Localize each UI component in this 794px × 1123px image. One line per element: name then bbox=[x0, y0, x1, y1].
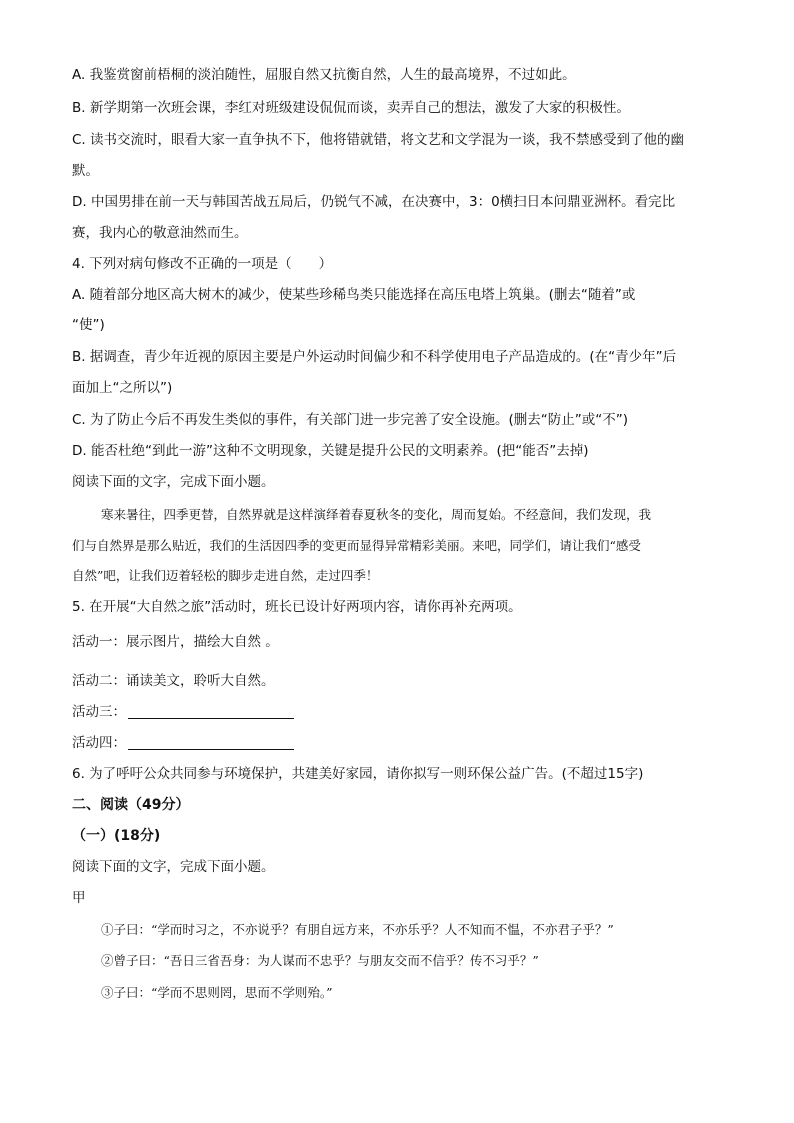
q4-option-b-line1: B. 据调查，青少年近视的原因主要是户外运动时间偏少和不科学使用电子产品造成的。(在“青少年”后 bbox=[72, 349, 677, 365]
section-heading: 二、阅读（49分） bbox=[72, 797, 190, 813]
reading-instruction: 阅读下面的文字，完成下面小题。 bbox=[72, 859, 275, 875]
q5-activity-4 bbox=[72, 734, 294, 752]
q6-stem: 6. 为了呼吁公众共同参与环境保护，共建美好家园，请你拟写一则环保公益广告。(不超过15字) bbox=[72, 766, 644, 782]
q3-option-d-line1: D. 中国男排在前一天与韩国苦战五局后，仍锐气不减，在决赛中，3：0横扫日本问鼎亚洲杯。看完比 bbox=[72, 194, 676, 210]
q5-stem: 5. 在开展“大自然之旅”活动时，班长已设计好两项内容，请你再补充两项。 bbox=[72, 599, 522, 615]
analects-item: ②曾子曰：“吾日三省吾身：为人谋而不忠乎？与朋友交而不信乎？传不习乎？” bbox=[101, 953, 539, 968]
q5-activity-2: 活动二：诵读美文，聆听大自然。 bbox=[72, 673, 275, 689]
passage-line: 自然”吧，让我们迈着轻松的脚步走进自然，走过四季！ bbox=[72, 568, 379, 583]
reading-instruction: 阅读下面的文字，完成下面小题。 bbox=[72, 474, 275, 490]
q4-option-d: D. 能否杜绝“到此一游”这种不文明现象，关键是提升公民的文明素养。(把“能否”去掉) bbox=[72, 443, 589, 459]
q3-option-a: A. 我鉴赏窗前梧桐的淡泊随性，屈服自然又抗衡自然，人生的最高境界，不过如此。 bbox=[72, 67, 576, 83]
q3-option-c-line1: C. 读书交流时，眼看大家一直争执不下，他将错就错，将文艺和文学混为一谈，我不禁感受到了他的幽 bbox=[72, 132, 685, 148]
q4-option-a-line1: A. 随着部分地区高大树木的减少，使某些珍稀鸟类只能选择在高压电塔上筑巢。(删去“随着”或 bbox=[72, 287, 636, 303]
q4-option-a-line2: “使”) bbox=[72, 317, 105, 333]
analects-item: ③子曰：“学而不思则罔，思而不学则殆。” bbox=[101, 985, 333, 1000]
answer-blank[interactable] bbox=[128, 704, 294, 719]
q5-activity-3 bbox=[72, 703, 294, 721]
passage-line: 寒来暑往，四季更替，自然界就是这样演绎着春夏秋冬的变化，周而复始。不经意间，我们发现，我 bbox=[101, 507, 652, 522]
q3-option-b: B. 新学期第一次班会课，李红对班级建设侃侃而谈，卖弄自己的想法，激发了大家的积极性。 bbox=[72, 100, 630, 116]
subsection-heading: （一）(18分) bbox=[72, 828, 161, 844]
q5-activity-3-label: 活动三： bbox=[72, 704, 126, 720]
q4-option-b-line2: 面加上“之所以”) bbox=[72, 380, 173, 396]
answer-blank[interactable] bbox=[128, 735, 294, 750]
analects-item: ①子曰：“学而时习之，不亦说乎？有朋自远方来，不亦乐乎？人不知而不愠，不亦君子乎？” bbox=[101, 922, 614, 937]
q3-option-c-line2: 默。 bbox=[72, 163, 99, 179]
q5-activity-4-label: 活动四： bbox=[72, 735, 126, 751]
passage-line: 们与自然界是那么贴近，我们的生活因四季的变更而显得异常精彩美丽。来吧，同学们，请让我们“感受 bbox=[72, 538, 641, 553]
q4-stem: 4. 下列对病句修改不正确的一项是（ ） bbox=[72, 256, 333, 272]
q4-option-c: C. 为了防止今后不再发生类似的事件，有关部门进一步完善了安全设施。(删去“防止”或“不”) bbox=[72, 412, 629, 428]
text-label-jia: 甲 bbox=[72, 890, 86, 906]
q3-option-d-line2: 赛，我内心的敬意油然而生。 bbox=[72, 225, 248, 241]
q5-activity-1: 活动一：展示图片，描绘大自然 。 bbox=[72, 634, 279, 650]
